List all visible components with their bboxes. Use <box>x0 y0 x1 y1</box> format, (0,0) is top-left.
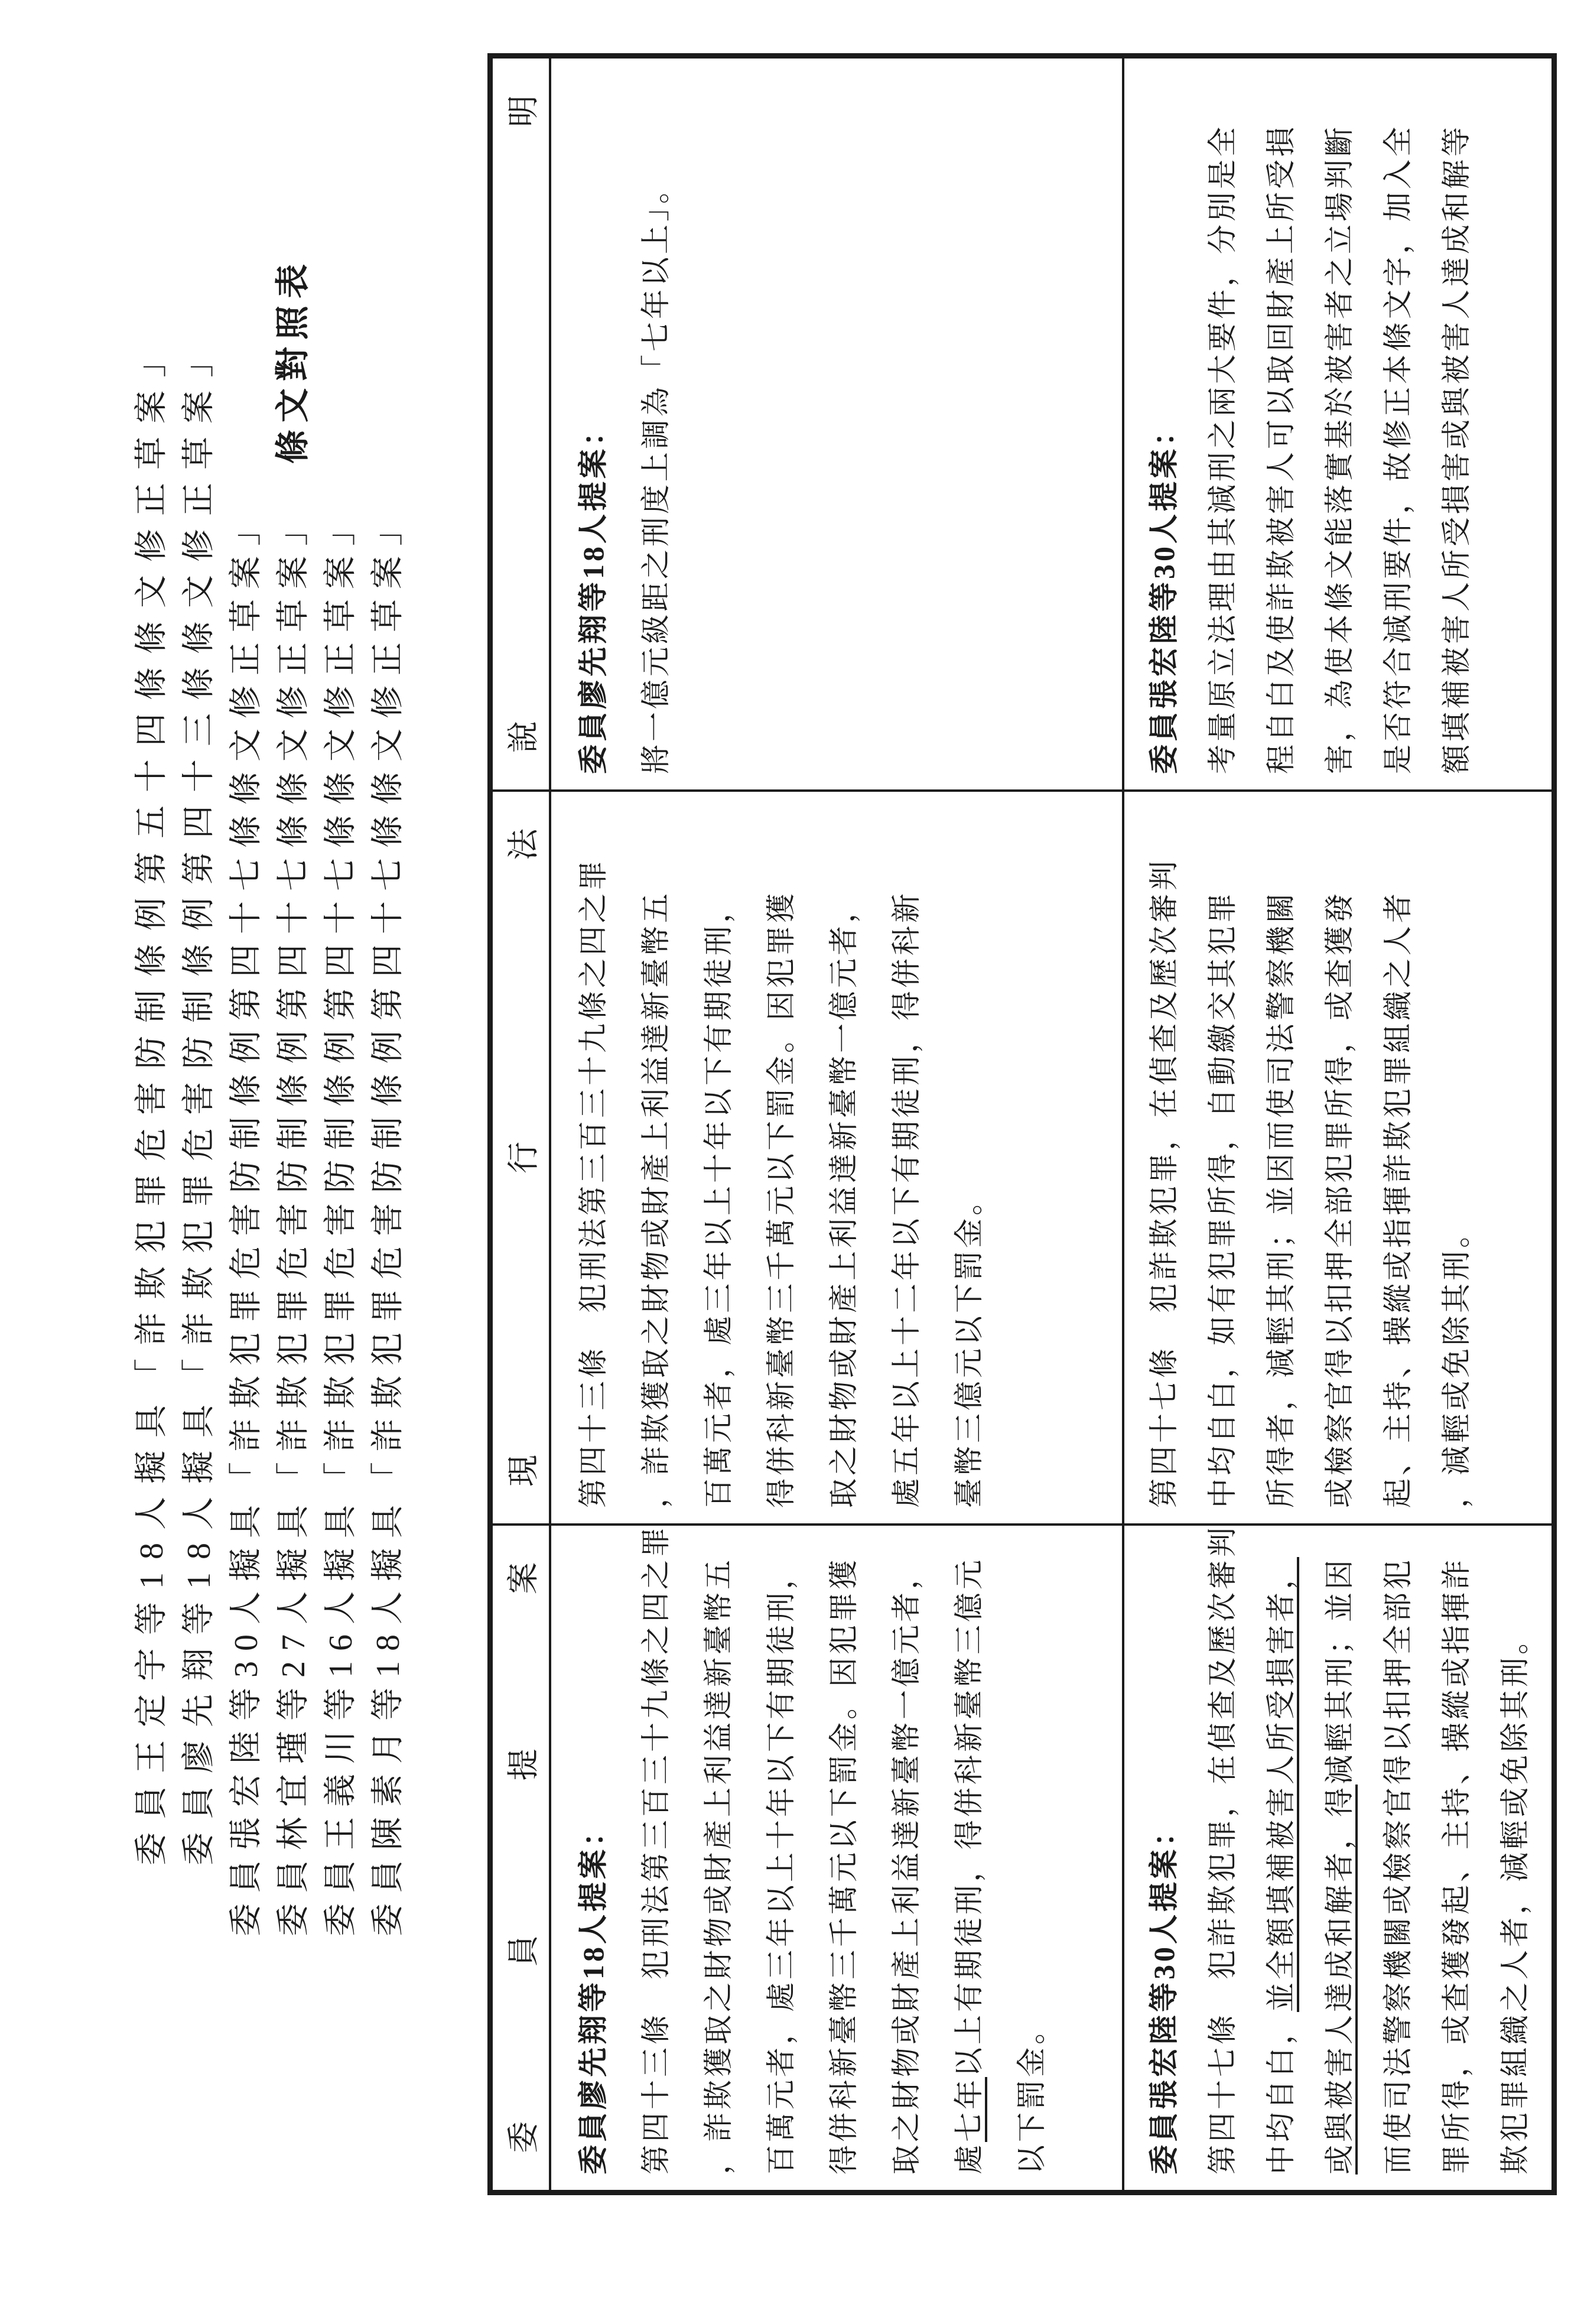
text-line <box>938 1526 1000 2175</box>
text-segment: 委員廖先翔等18人提案： <box>577 414 610 774</box>
text-line <box>750 792 812 1508</box>
section2-explanation-cell <box>1124 58 1552 789</box>
text-segment: 第四十三條 犯刑法第三百三十九條之四之罪 <box>577 858 610 1508</box>
text-line <box>1193 1526 1252 2175</box>
text-line <box>812 792 875 1508</box>
header-char: 說 <box>506 721 541 753</box>
title-line-6: 委員陳素月等18人擬具「詐欺犯罪危害防制條例第四十七條條文修正草案」 <box>370 503 406 1936</box>
section1-proposal-cell <box>551 1523 1124 2190</box>
text-segment: 臺幣三億元以下罰金。 <box>952 1183 985 1508</box>
text-line <box>1427 792 1486 1508</box>
text-segment: ，詐欺獲取之財物或財產上利益達新臺幣五 <box>702 1557 735 2175</box>
text-segment: 得併科新臺幣三千萬元以下罰金。因犯罪獲 <box>827 1557 860 2175</box>
text-segment: 處五年以上十二年以下有期徒刑，得併科新 <box>890 890 923 1508</box>
text-segment: 委員廖先翔等18人提案： <box>577 1814 610 2175</box>
text-line <box>750 1526 812 2175</box>
text-line <box>1369 58 1427 774</box>
text-line <box>938 792 1000 1508</box>
text-segment: 害，為使本條文能落實基於被害者之立場判斷 <box>1323 124 1356 774</box>
text-line <box>1369 1526 1427 2175</box>
header-cell-current-law <box>493 789 551 1523</box>
text-line <box>1135 792 1193 1508</box>
text-line <box>1427 1526 1486 2175</box>
text-segment: 第四十三條 犯刑法第三百三十九條之四之罪 <box>639 1525 672 2175</box>
text-segment: 罪所得，或查獲發起、主持、操縱或指揮詐 <box>1440 1557 1473 2175</box>
text-segment: 考量原立法理由其減刑之兩大要件，分別是全 <box>1206 124 1239 774</box>
text-line <box>625 58 687 774</box>
text-segment: 而使司法警察機關或檢察官得以扣押全部犯 <box>1381 1557 1414 2175</box>
title-line-5: 委員王義川等16人擬具「詐欺犯罪危害防制條例第四十七條條文修正草案」 <box>323 503 359 1936</box>
text-segment: 或檢察官得以扣押全部犯罪所得，或查獲發 <box>1323 890 1356 1508</box>
text-line <box>875 792 938 1508</box>
text-segment: ，減輕或免除其刑。 <box>1440 1215 1473 1508</box>
amended-text-segment: 七年 <box>952 2077 985 2142</box>
section1-explanation-cell <box>551 58 1124 789</box>
title-line-4: 委員林宜瑾等27人擬具「詐欺犯罪危害防制條例第四十七條條文修正草案」 <box>275 503 312 1936</box>
header-cell-proposal <box>493 1523 551 2190</box>
text-line <box>625 792 687 1508</box>
text-segment: ，詐欺獲取之財物或財產上利益達新臺幣五 <box>639 890 672 1508</box>
text-line <box>687 1526 750 2175</box>
text-line <box>1252 1526 1310 2175</box>
text-line <box>562 792 625 1508</box>
text-segment: 以下罰金。 <box>1015 2012 1048 2175</box>
text-segment: 所得者，減輕其刑；並因而使司法警察機關 <box>1264 890 1297 1508</box>
text-segment: 欺犯罪組織之人者，減輕或免除其刑。 <box>1498 1622 1531 2175</box>
text-line <box>1310 792 1369 1508</box>
comparison-table <box>487 53 1557 2195</box>
text-segment: 第四十七條 犯詐欺犯罪，在偵查及歷次審判 <box>1147 858 1180 1508</box>
text-segment: 程自白及使詐欺被害人可以取回財產上所受損 <box>1264 124 1297 774</box>
header-char: 提 <box>506 1748 541 1781</box>
table-caption: 條文對照表 <box>274 256 312 464</box>
text-segment: 是否符合減刑要件，故修正本條文字，加入全 <box>1381 124 1414 774</box>
text-segment: 起、主持、操縱或指揮詐欺犯罪組織之人者 <box>1381 890 1414 1508</box>
proposer-heading-line <box>562 58 625 774</box>
header-char: 案 <box>506 1562 541 1595</box>
text-segment: 中均自白，如有犯罪所得，自動繳交其犯罪 <box>1206 890 1239 1508</box>
section2-current-law-cell <box>1124 789 1552 1523</box>
text-segment: 百萬元者，處三年以上十年以下有期徒刑， <box>765 1557 798 2175</box>
text-segment: 第四十七條 犯詐欺犯罪，在偵查及歷次審判 <box>1206 1525 1239 2175</box>
text-line <box>1252 58 1310 774</box>
text-line <box>1427 58 1486 774</box>
section2-proposal-cell <box>1124 1523 1552 2190</box>
proposer-heading-line <box>1135 58 1193 774</box>
text-line <box>1193 58 1252 774</box>
header-char: 委 <box>506 2121 541 2153</box>
header-char: 員 <box>506 1935 541 1967</box>
text-line <box>875 1526 938 2175</box>
header-char: 現 <box>506 1455 541 1487</box>
text-line <box>1193 792 1252 1508</box>
text-line <box>1310 58 1369 774</box>
header-char: 法 <box>506 828 541 860</box>
text-line <box>1369 792 1427 1508</box>
text-line <box>1486 1526 1544 2175</box>
text-segment: 百萬元者，處三年以上十年以下有期徒刑， <box>702 890 735 1508</box>
text-line <box>1252 792 1310 1508</box>
text-line <box>1000 1526 1063 2175</box>
text-line <box>812 1526 875 2175</box>
text-segment: 取之財物或財產上利益達新臺幣一億元者， <box>827 890 860 1508</box>
title-line-3: 委員張宏陸等30人擬具「詐欺犯罪危害防制條例第四十七條條文修正草案」 <box>228 503 265 1936</box>
text-segment: 取之財物或財產上利益達新臺幣一億元者， <box>890 1557 923 2175</box>
text-segment: 減輕其刑；並因 <box>1323 1557 1356 1785</box>
title-line-2: 委員廖先翔等18人擬具「詐欺犯罪危害防制條例第四十三條條文修正草案」 <box>181 331 217 1865</box>
header-char: 行 <box>506 1142 541 1174</box>
text-segment: 委員張宏陸等30人提案： <box>1147 1814 1180 2175</box>
text-segment: 以上有期徒刑，得併科新臺幣三億元 <box>952 1557 985 2077</box>
title-line-1: 委員王定宇等18人擬具「詐欺犯罪危害防制條例第五十四條條文修正草案」 <box>134 331 170 1865</box>
amended-text-segment: 或與被害人達成和解者，得 <box>1323 1785 1356 2175</box>
amended-text-segment: 並全額填補被害人所受損害者， <box>1264 1557 1297 2012</box>
text-line <box>687 792 750 1508</box>
text-segment: 委員張宏陸等30人提案： <box>1147 414 1180 774</box>
header-char: 明 <box>506 95 541 127</box>
text-segment: 得併科新臺幣三千萬元以下罰金。因犯罪獲 <box>765 890 798 1508</box>
header-cell-explanation <box>493 58 551 789</box>
proposer-heading-line <box>562 1526 625 2175</box>
text-segment: 中均自白， <box>1264 2012 1297 2175</box>
text-segment: 額填補被害人所受損害或與被害人達成和解等 <box>1440 124 1473 774</box>
proposer-heading-line <box>1135 1526 1193 2175</box>
text-line <box>1310 1526 1369 2175</box>
text-line <box>625 1526 687 2175</box>
text-segment: 處 <box>952 2142 985 2175</box>
section1-current-law-cell <box>551 789 1124 1523</box>
text-segment: 將一億元級距之刑度上調為「七年以上」。 <box>639 171 672 774</box>
